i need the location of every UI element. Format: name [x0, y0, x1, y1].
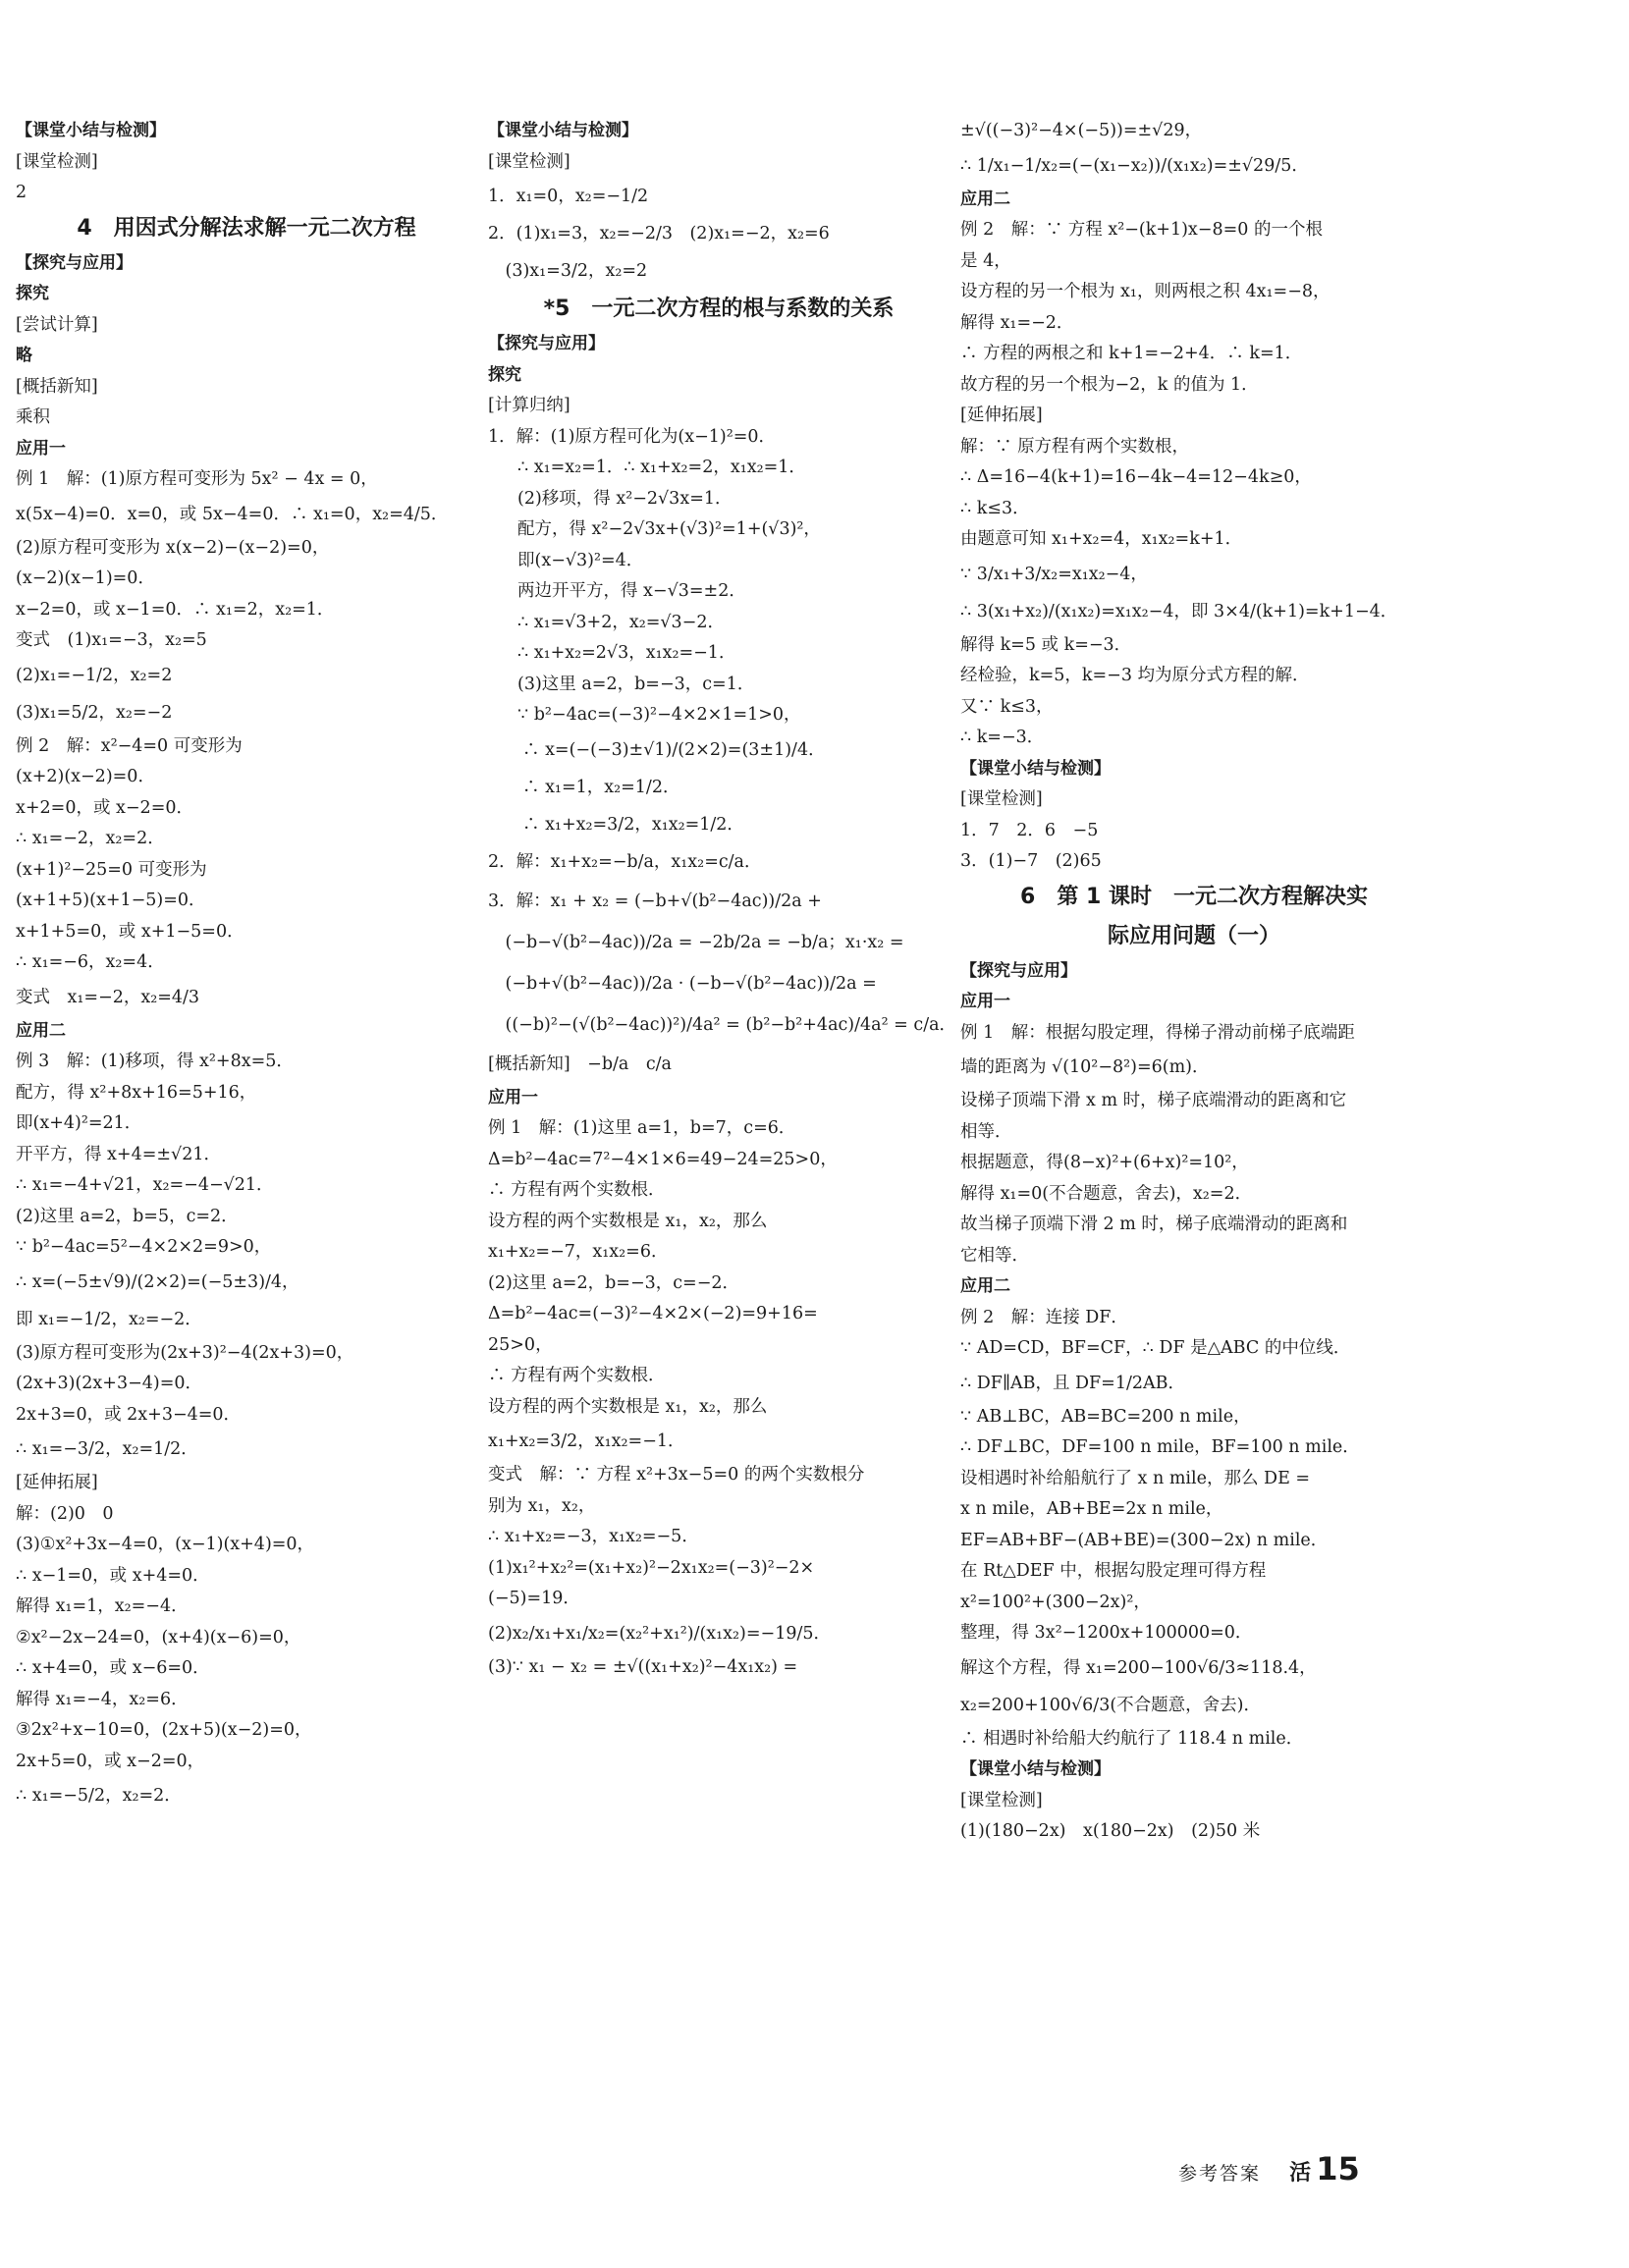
- answer-line: (2)这里 a=2，b=−3，c=−2．: [488, 1272, 740, 1293]
- answer-line: 是 4，: [960, 250, 1011, 271]
- answer-line: 3．解：x₁ + x₂ = (−b+√(b²−4ac))/2a +: [488, 891, 822, 911]
- answer-line: [概括新知]: [16, 376, 98, 397]
- answer-line: ±√((−3)²−4×(−5))=±√29，: [960, 121, 1203, 140]
- subsection-label: 【探究与应用】: [488, 334, 605, 353]
- answer-line: 又∵ k≤3，: [960, 696, 1054, 717]
- answer-line: (x+1)²−25=0 可变形为: [16, 859, 207, 880]
- answer-line: ∴ x+4=0，或 x−6=0．: [16, 1658, 210, 1678]
- answer-line: ∴ x₁=1，x₂=1/2．: [488, 777, 680, 797]
- answer-line: 解得 k=5 或 k=−3．: [960, 634, 1132, 655]
- section-heading: 6 第 1 课时 一元二次方程解决实: [1020, 884, 1368, 909]
- subsection-label: 应用一: [16, 438, 66, 459]
- subsection-label: 探究: [488, 364, 521, 385]
- answer-line: [课堂检测]: [960, 1790, 1043, 1810]
- footer-book-label: 活: [1289, 2161, 1312, 2186]
- answer-line: 解：∵ 原方程有两个实数根，: [960, 436, 1190, 457]
- answer-line: 由题意可知 x₁+x₂=4，x₁x₂=k+1．: [960, 529, 1243, 549]
- subsection-label: 略: [16, 346, 32, 365]
- answer-line: 相等．: [960, 1121, 1012, 1142]
- answer-line: 设方程的两个实数根是 x₁，x₂，那么: [488, 1211, 768, 1231]
- answer-line: ∴ x₁+x₂=2√3，x₁x₂=−1．: [517, 643, 736, 663]
- middle-column: [488, 116, 957, 1683]
- answer-line: Δ=b²−4ac=(−3)²−4×2×(−2)=9+16=: [488, 1304, 818, 1323]
- subsection-label: 应用二: [960, 189, 1010, 209]
- answer-line: ((−b)²−(√(b²−4ac))²)/4a² = (b²−b²+4ac)/4a² = c/a．: [488, 1014, 957, 1035]
- answer-line: 例 2 解：x²−4=0 可变形为: [16, 735, 243, 756]
- answer-line: ∴ DF∥AB，且 DF=1/2AB．: [960, 1373, 1186, 1393]
- subsection-label: 【课堂小结与检测】: [488, 121, 638, 140]
- answer-line: (2)x₁=−1/2，x₂=2: [16, 665, 173, 685]
- answer-line: 设梯子顶端下滑 x m 时，梯子底端滑动的距离和它: [960, 1091, 1347, 1110]
- answer-line: 解这个方程，得 x₁=200−100√6/3≈118.4，: [960, 1657, 1317, 1678]
- answer-line: x²=100²+(300−2x)²，: [960, 1592, 1151, 1612]
- subsection-label: 【课堂小结与检测】: [960, 758, 1111, 779]
- answer-line: ∴ x=(−5±√9)/(2×2)=(−5±3)/4，: [16, 1271, 299, 1292]
- answer-line: 解得 x₁=0(不合题意，舍去)，x₂=2．: [960, 1183, 1253, 1204]
- answer-line: 例 1 解：根据勾股定理，得梯子滑动前梯子底端距: [960, 1022, 1355, 1043]
- answer-line: ∴ 方程有两个实数根．: [488, 1366, 666, 1385]
- answer-line: 例 1 解：(1)这里 a=1，b=7，c=6．: [488, 1118, 796, 1138]
- answer-line: 别为 x₁，x₂，: [488, 1495, 596, 1516]
- answer-line: (3)x₁=5/2，x₂=−2: [16, 702, 173, 723]
- answer-line: x₂=200+100√6/3(不合题意，舍去)．: [960, 1695, 1261, 1715]
- answer-line: ∴ k=−3．: [960, 728, 1045, 747]
- section-heading: 际应用问题（一）: [1107, 923, 1280, 948]
- right-column: [960, 116, 1428, 1848]
- subsection-label: 应用一: [960, 992, 1010, 1011]
- answer-line: 1．7 2．6 −5: [960, 820, 1099, 840]
- answer-line: 即 x₁=−1/2，x₂=−2．: [16, 1309, 202, 1329]
- answer-line: ∵ AB⊥BC，AB=BC=200 n mile，: [960, 1406, 1251, 1427]
- answer-line: 故方程的另一个根为−2，k 的值为 1．: [960, 374, 1259, 395]
- answer-line: 整理，得 3x²−1200x+100000=0．: [960, 1623, 1253, 1643]
- answer-line: ∴ x₁=−2，x₂=2．: [16, 829, 165, 848]
- answer-line: (1)(180−2x) x(180−2x) (2)50 米: [960, 1821, 1261, 1841]
- answer-line: (3)原方程可变形为(2x+3)²−4(2x+3)=0，: [16, 1342, 354, 1363]
- answer-line: 2．(1)x₁=3，x₂=−2/3 (2)x₁=−2，x₂=6: [488, 224, 830, 243]
- answer-line: (3)x₁=3/2，x₂=2: [488, 261, 648, 281]
- answer-line: 配方，得 x²−2√3x+(√3)²=1+(√3)²，: [517, 519, 821, 539]
- answer-line: 墙的距离为 √(10²−8²)=6(m)．: [960, 1057, 1210, 1077]
- answer-line: 解得 x₁=−4，x₂=6．: [16, 1689, 189, 1709]
- answer-line: 设方程的另一个根为 x₁，则两根之积 4x₁=−8，: [960, 282, 1330, 301]
- answer-line: [计算归纳]: [488, 396, 570, 415]
- footer-answer-label: 参考答案: [1178, 2163, 1262, 2185]
- answer-line: 1．解：(1)原方程可化为(x−1)²=0．: [488, 426, 777, 447]
- answer-line: 变式 x₁=−2，x₂=4/3: [16, 987, 200, 1007]
- answer-line: x₁+x₂=−7，x₁x₂=6．: [488, 1242, 669, 1262]
- answer-line: ∴ 方程的两根之和 k+1=−2+4．∴ k=1．: [960, 344, 1303, 363]
- answer-line: 3．(1)−7 (2)65: [960, 851, 1102, 871]
- answer-line: Δ=b²−4ac=7²−4×1×6=49−24=25>0，: [488, 1149, 838, 1169]
- answer-line: 即(x+4)²=21．: [16, 1113, 142, 1133]
- answer-line: ∴ x=(−(−3)±√1)/(2×2)=(3±1)/4．: [488, 739, 826, 760]
- answer-line: [延伸拓展]: [16, 1473, 98, 1492]
- answer-line: ∴ x₁+x₂=−3，x₁x₂=−5．: [488, 1527, 699, 1546]
- answer-line: 例 3 解：(1)移项，得 x²+8x=5．: [16, 1052, 294, 1071]
- answer-line: [课堂检测]: [960, 789, 1043, 809]
- answer-line: ∴ k≤3．: [960, 498, 1030, 518]
- answer-line: ③2x²+x−10=0，(2x+5)(x−2)=0，: [16, 1720, 312, 1740]
- answer-line: ∴ x₁=−4+√21，x₂=−4−√21．: [16, 1175, 274, 1195]
- answer-line: 25>0，: [488, 1334, 553, 1355]
- page-number: 15: [1316, 2150, 1360, 2187]
- answer-line: 例 2 解：连接 DF．: [960, 1307, 1128, 1327]
- answer-line: ∴ Δ=16−4(k+1)=16−4k−4=12−4k≥0，: [960, 467, 1312, 487]
- answer-line: [延伸拓展]: [960, 405, 1043, 425]
- subsection-label: 应用二: [16, 1020, 66, 1041]
- answer-line: (3)这里 a=2，b=−3，c=1．: [517, 674, 755, 694]
- answer-line: (3)①x²+3x−4=0，(x−1)(x+4)=0，: [16, 1535, 315, 1554]
- answer-line: 它相等．: [960, 1245, 1029, 1266]
- answer-line: 即(x−√3)²=4．: [517, 550, 644, 570]
- answer-line: 2．解：x₁+x₂=−b/a，x₁x₂=c/a．: [488, 851, 762, 872]
- answer-line: (−b+√(b²−4ac))/2a · (−b−√(b²−4ac))/2a =: [488, 973, 877, 994]
- answer-line: 设相遇时补给船航行了 x n mile，那么 DE =: [960, 1468, 1311, 1488]
- answer-line: (x−2)(x−1)=0．: [16, 568, 155, 588]
- answer-line: 2x+3=0，或 2x+3−4=0．: [16, 1404, 242, 1425]
- subsection-label: 【课堂小结与检测】: [960, 1759, 1111, 1779]
- answer-line: (x+2)(x−2)=0．: [16, 767, 155, 786]
- subsection-label: 应用二: [960, 1276, 1010, 1296]
- answer-line: 2x+5=0，或 x−2=0，: [16, 1751, 205, 1771]
- answer-line: ∴ x₁+x₂=3/2，x₁x₂=1/2．: [488, 814, 744, 835]
- answer-line: x n mile，AB+BE=2x n mile，: [960, 1499, 1223, 1519]
- answer-line: 经检验，k=5，k=−3 均为原分式方程的解．: [960, 666, 1310, 685]
- answer-line: ∵ b²−4ac=5²−4×2×2=9>0，: [16, 1237, 272, 1257]
- answer-line: (3)∵ x₁ − x₂ = ±√((x₁+x₂)²−4x₁x₂) =: [488, 1656, 798, 1677]
- answer-line: 两边开平方，得 x−√3=±2．: [517, 581, 746, 601]
- answer-line: (2x+3)(2x+3−4)=0．: [16, 1374, 203, 1393]
- answer-line: 变式 解：∵ 方程 x²+3x−5=0 的两个实数根分: [488, 1465, 865, 1485]
- answer-line: ∴ 相遇时补给船大约航行了 118.4 n mile．: [960, 1728, 1304, 1749]
- answer-line: ②x²−2x−24=0，(x+4)(x−6)=0，: [16, 1627, 301, 1647]
- subsection-label: 探究: [16, 284, 49, 303]
- answer-line: x₁+x₂=3/2，x₁x₂=−1．: [488, 1431, 685, 1451]
- answer-line: 变式 (1)x₁=−3，x₂=5: [16, 630, 207, 650]
- answer-line: ∴ x₁=−5/2，x₂=2．: [16, 1786, 182, 1806]
- answer-line: 开平方，得 x+4=±√21．: [16, 1144, 221, 1164]
- answer-line: ∴ x−1=0，或 x+4=0．: [16, 1565, 210, 1586]
- answer-line: 乘积: [16, 407, 50, 427]
- answer-line: (1)x₁²+x₂²=(x₁+x₂)²−2x₁x₂=(−3)²−2×: [488, 1557, 815, 1578]
- answer-line: ∴ 1/x₁−1/x₂=(−(x₁−x₂))/(x₁x₂)=±√29/5．: [960, 155, 1309, 176]
- answer-line: ∴ x₁=−6，x₂=4．: [16, 952, 165, 972]
- answer-line: 设方程的两个实数根是 x₁，x₂，那么: [488, 1396, 768, 1417]
- answer-line: 在 Rt△DEF 中，根据勾股定理可得方程: [960, 1561, 1267, 1581]
- answer-line: 解得 x₁=1，x₂=−4．: [16, 1596, 189, 1616]
- answer-line: ∴ DF⊥BC，DF=100 n mile，BF=100 n mile．: [960, 1437, 1360, 1457]
- answer-line: x+2=0，或 x−2=0．: [16, 797, 193, 818]
- answer-line: (2)x₂/x₁+x₁/x₂=(x₂²+x₁²)/(x₁x₂)=−19/5．: [488, 1623, 832, 1644]
- subsection-label: 【探究与应用】: [960, 960, 1077, 981]
- answer-line: (2)移项，得 x²−2√3x=1．: [517, 488, 733, 509]
- answer-line: ∴ 3(x₁+x₂)/(x₁x₂)=x₁x₂−4，即 3×4/(k+1)=k+1−4．: [960, 601, 1398, 621]
- answer-line: (−b−√(b²−4ac))/2a = −2b/2a = −b/a；x₁·x₂ =: [488, 932, 904, 952]
- answer-line: 2: [16, 183, 27, 202]
- answer-line: 例 1 解：(1)原方程可变形为 5x² − 4x = 0，: [16, 469, 378, 489]
- answer-line: ∵ AD=CD，BF=CF，∴ DF 是△ABC 的中位线．: [960, 1338, 1351, 1358]
- answer-line: ∴ 方程有两个实数根．: [488, 1180, 666, 1200]
- answer-line: 例 2 解：∵ 方程 x²−(k+1)x−8=0 的一个根: [960, 220, 1323, 240]
- section-heading: *5 一元二次方程的根与系数的关系: [543, 297, 895, 321]
- answer-line: 根据题意，得(8−x)²+(6+x)²=10²，: [960, 1153, 1249, 1172]
- answer-line: [概括新知] −b/a c/a: [488, 1053, 672, 1074]
- subsection-label: 【课堂小结与检测】: [16, 121, 166, 140]
- answer-line: ∵ b²−4ac=(−3)²−4×2×1=1>0，: [517, 705, 801, 725]
- answer-line: ∵ 3/x₁+3/x₂=x₁x₂−4，: [960, 564, 1148, 584]
- answer-line: [尝试计算]: [16, 314, 98, 335]
- answer-line: (2)原方程可变形为 x(x−2)−(x−2)=0，: [16, 537, 330, 558]
- answer-line: [课堂检测]: [488, 151, 570, 172]
- answer-line: 解：(2)0 0: [16, 1503, 114, 1524]
- answer-line: x−2=0，或 x−1=0．∴ x₁=2，x₂=1．: [16, 599, 335, 620]
- answer-line: EF=AB+BF−(AB+BE)=(300−2x) n mile．: [960, 1530, 1329, 1550]
- answer-line: 配方，得 x²+8x+16=5+16，: [16, 1082, 257, 1103]
- page-footer: [1178, 2150, 1434, 2187]
- subsection-label: 应用一: [488, 1087, 538, 1107]
- subsection-label: 【探究与应用】: [16, 252, 133, 273]
- answer-line: (2)这里 a=2，b=5，c=2．: [16, 1206, 239, 1226]
- answer-line: ∴ x₁=−3/2，x₂=1/2．: [16, 1439, 198, 1459]
- left-column: [16, 116, 477, 1814]
- section-heading: 4 用因式分解法求解一元二次方程: [77, 215, 416, 241]
- answer-line: 1．x₁=0，x₂=−1/2: [488, 187, 649, 206]
- answer-line: x+1+5=0，或 x+1−5=0．: [16, 921, 244, 942]
- answer-line: ∴ x₁=√3+2，x₂=√3−2．: [517, 612, 725, 632]
- answer-line: ∴ x₁=x₂=1．∴ x₁+x₂=2，x₁x₂=1．: [517, 458, 806, 477]
- answer-line: 解得 x₁=−2．: [960, 312, 1074, 333]
- answer-line: 故当梯子顶端下滑 2 m 时，梯子底端滑动的距离和: [960, 1215, 1348, 1234]
- answer-line: [课堂检测]: [16, 151, 98, 172]
- answer-line: x(5x−4)=0．x=0，或 5x−4=0．∴ x₁=0，x₂=4/5．: [16, 504, 449, 524]
- answer-line: (x+1+5)(x+1−5)=0．: [16, 891, 206, 910]
- answer-line: (−5)=19．: [488, 1589, 580, 1608]
